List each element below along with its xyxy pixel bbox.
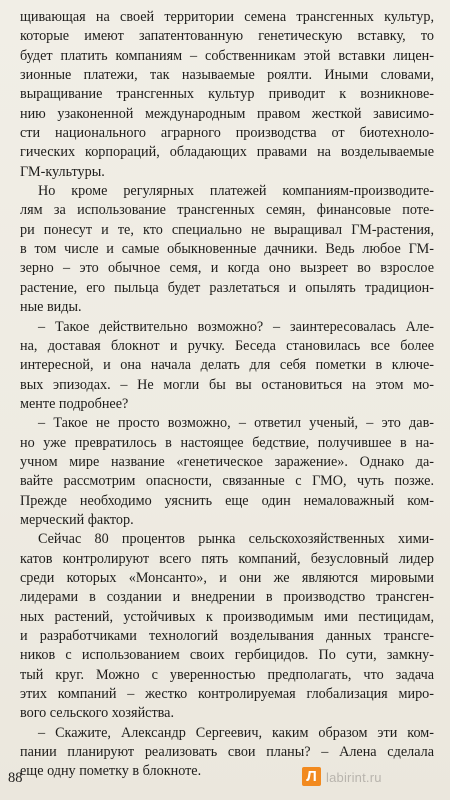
text-line: – Такое не просто возможно, – ответил ученый, – это дав- xyxy=(38,415,434,432)
text-line: растение, его пыльца будет разлетаться и опылять традицион- xyxy=(20,279,434,296)
text-line: ГМ-культуры. xyxy=(20,163,105,180)
text-line: зерно – это обычное семя, и когда оно вызреет во взрослое xyxy=(20,260,434,277)
text-line: пании планируют реализовать свои планы? – Алена сделала xyxy=(20,744,434,761)
watermark-text: labirint.ru xyxy=(326,770,382,785)
text-line: будет платить компаниям – собственникам этой вставки лицен- xyxy=(20,47,434,64)
text-line: Прежде необходимо уяснить еще один немаловажный ком- xyxy=(20,492,434,509)
text-line: вого сельского хозяйства. xyxy=(20,705,175,722)
text-line: лям за использование трансгенных семян, финансовые поте- xyxy=(20,202,434,219)
text-line: еще одну пометку в блокноте. xyxy=(20,763,202,780)
text-line: ников с использованием своих гербицидов. По сути, замкну- xyxy=(20,647,434,664)
text-line: ных растений, устойчивых к производимым ими пестицидам, xyxy=(20,608,434,625)
text-line: на, доставая блокнот и ручку. Беседа становилась все более xyxy=(20,337,434,354)
text-line: учном мире название «генетическое заражение». Однако да- xyxy=(20,453,434,470)
text-line: но уже превратилось в настоящее бедствие, получившее в на- xyxy=(20,434,434,451)
text-line: в том числе и самые обыкновенные дачники. Ведь любое ГМ- xyxy=(20,241,434,258)
text-line: катов контролируют всего пять компаний, безусловный лидер xyxy=(20,550,434,567)
paragraph xyxy=(20,414,434,530)
text-line: – Такое действительно возможно? – заинтересовалась Але- xyxy=(38,318,434,335)
text-line: нию узаконенной международным правом жесткой зависимо- xyxy=(20,105,434,122)
text-line: вайте рассмотрим опасности, связанные с ГМО, чуть позже. xyxy=(20,473,434,490)
paragraph xyxy=(20,182,434,317)
text-line: щивающая на своей территории семена трансгенных культур, xyxy=(20,9,434,25)
text-line: мерческий фактор. xyxy=(20,511,134,528)
paragraph xyxy=(20,530,434,723)
text-line: тый круг. Можно с уверенностью предполагать, что задача xyxy=(20,666,434,683)
text-line: выращивание трансгенных культур приводит к возникнове- xyxy=(20,86,434,103)
text-line: которые имеют запатентованную генетическую вставку, то xyxy=(20,28,434,45)
text-line: среди которых «Монсанто», и они же являются мировыми xyxy=(20,569,434,586)
paragraph xyxy=(20,318,434,415)
text-line: ри понесут и те, кто специально не выращивал ГМ-растения, xyxy=(20,221,434,238)
text-line: – Скажите, Александр Сергеевич, каким образом эти ком- xyxy=(38,724,434,741)
body-text xyxy=(20,8,434,782)
labirint-logo: Л xyxy=(302,767,321,786)
text-line: сти национального аграрного производства от биотехноло- xyxy=(20,125,434,142)
text-line: вых эпизодах. – Не могли бы вы остановиться на этом мо- xyxy=(20,376,434,393)
paragraph xyxy=(20,8,434,182)
text-line: и разработчиками технологий возделывания данных трансге- xyxy=(20,628,434,644)
text-line: Но кроме регулярных платежей компаниям-производите- xyxy=(38,183,434,200)
text-line: Сейчас 80 процентов рынка сельскохозяйственных хими- xyxy=(38,531,434,548)
text-line: гических корпораций, обладающих правами на возделываемые xyxy=(20,144,434,161)
text-line: зионные платежи, так называемые роялти. Иными словами, xyxy=(20,67,434,84)
text-line: менте подробнее? xyxy=(20,395,129,412)
text-line: лидерами в создании и внедрении в производство трансген- xyxy=(20,589,434,606)
text-line: этих компаний – жестко контролируемая глобализация миро- xyxy=(20,686,434,703)
text-line: ные виды. xyxy=(20,299,82,316)
page-number: 88 xyxy=(8,770,23,786)
text-line: интересной, и она начала делать для себя пометки в ключе- xyxy=(20,357,434,374)
